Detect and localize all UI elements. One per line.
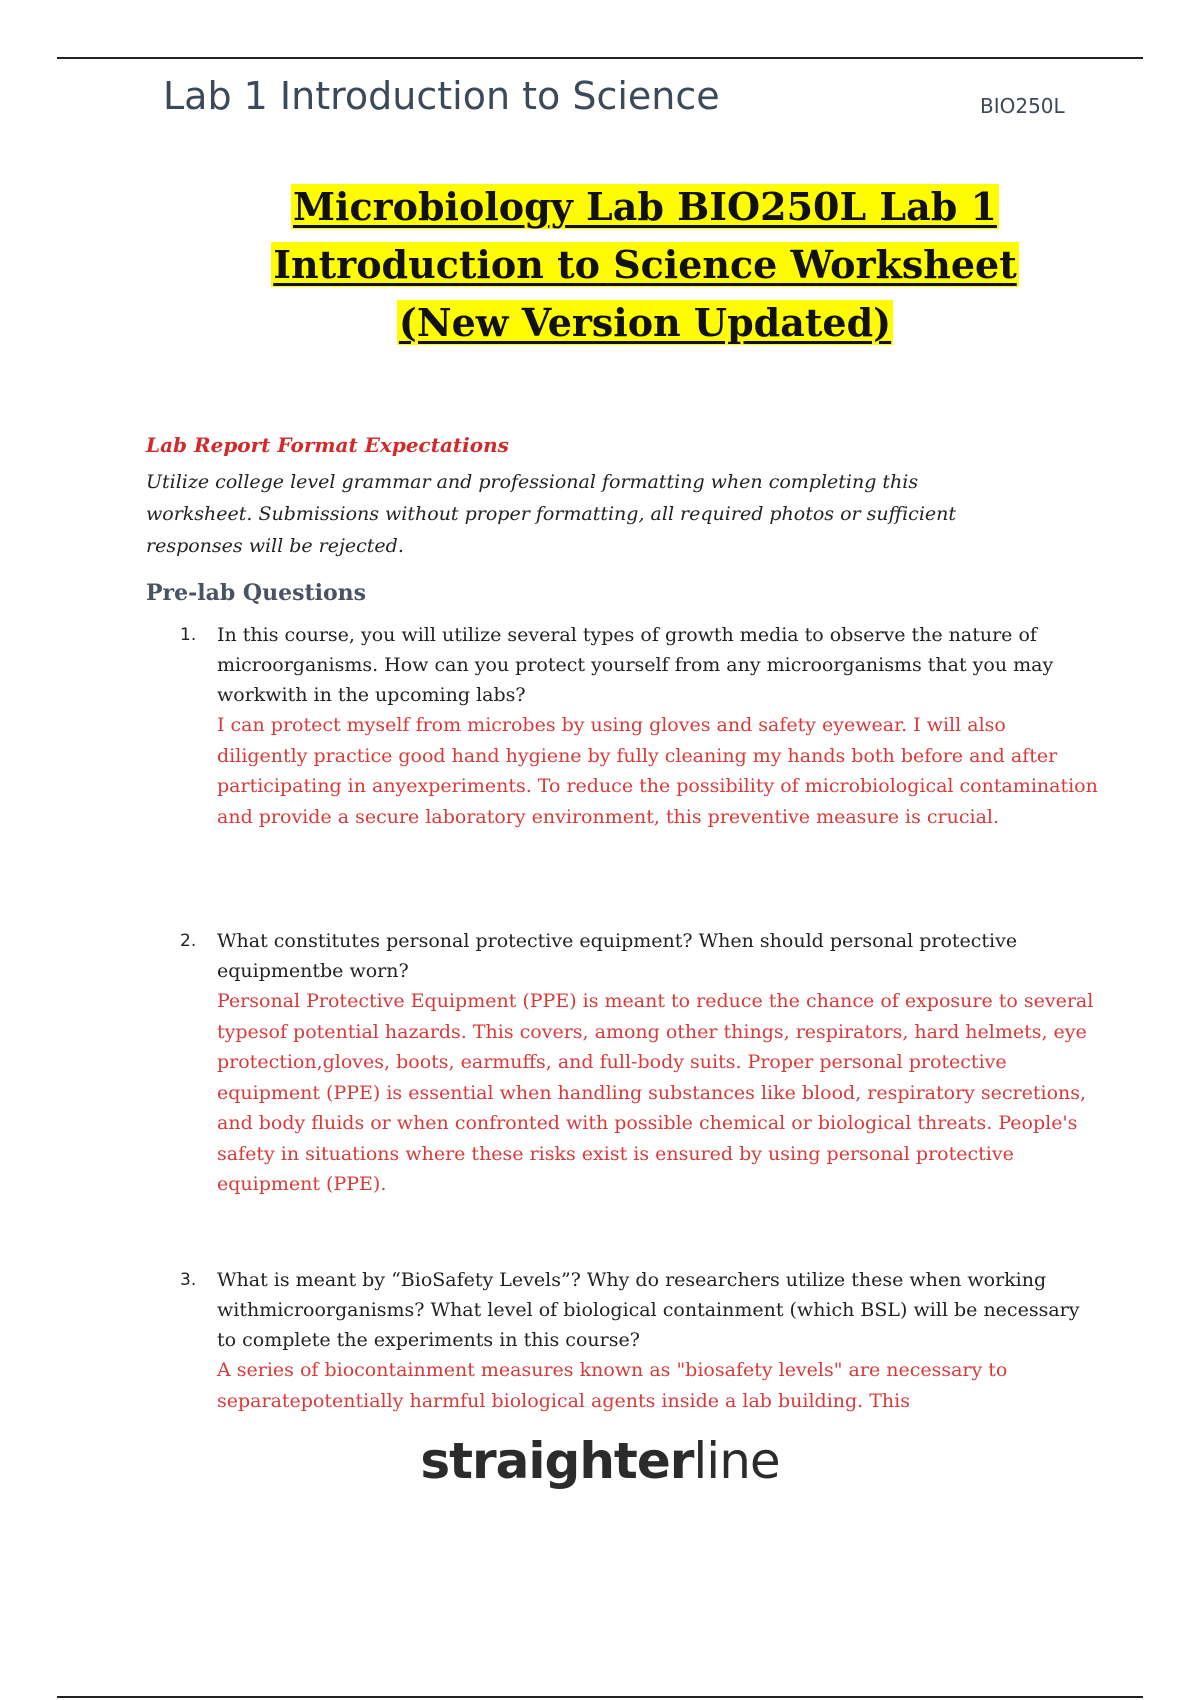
question-answer: I can protect myself from microbes by using gloves and safety eyewear. I will also diligently practice good hand hygiene by fully cleaning my hands both before and after participating in anyexperiments. To reduce the possibility of microbiological contamination and provide a secure laboratory environment, this preventive measure is crucial. xyxy=(217,714,1098,828)
question-number: 3. xyxy=(180,1270,197,1290)
top-divider xyxy=(57,57,1143,59)
logo-bold-part: straighter xyxy=(420,1432,694,1490)
question-2 xyxy=(180,926,1100,1200)
format-expectations-body: Utilize college level grammar and professional formatting when completing this worksheet. Submissions without proper formatting, all required photos or sufficient responses will be rejected. xyxy=(146,471,957,557)
question-text: What constitutes personal protective equipment? When should personal protective equipmentbe worn? xyxy=(217,930,1018,982)
page-header-title: Lab 1 Introduction to Science xyxy=(163,74,720,118)
title-line-2: Introduction to Science Worksheet xyxy=(273,242,1017,287)
course-code: BIO250L xyxy=(980,94,1065,118)
prelab-heading: Pre-lab Questions xyxy=(146,580,367,606)
question-answer: A series of biocontainment measures known as "biosafety levels" are necessary to separatepotentially harmful biological agents inside a lab building. This xyxy=(217,1359,1008,1412)
question-3 xyxy=(180,1265,1100,1416)
bottom-divider xyxy=(57,1696,1143,1698)
title-line-3: (New Version Updated) xyxy=(398,300,892,345)
straighterline-logo xyxy=(0,1432,1200,1490)
question-number: 1. xyxy=(180,625,197,645)
question-number: 2. xyxy=(180,931,197,951)
title-line-1: Microbiology Lab BIO250L Lab 1 xyxy=(292,184,997,229)
question-answer: Personal Protective Equipment (PPE) is meant to reduce the chance of exposure to several typesof potential hazards. This covers, among other things, respirators, hard helmets, eye protection,gloves, boots, earmuffs, and full-body suits. Proper personal protective equipment (PPE) is essential when handling substances like blood, respiratory secretions, and body fluids or when confronted with possible chemical or biological threats. People's safety in situations where these risks exist is ensured by using personal protective equipment (PPE). xyxy=(217,990,1094,1195)
format-expectations-heading: Lab Report Format Expectations xyxy=(146,433,509,457)
document-title xyxy=(200,178,1090,352)
logo-light-part: line xyxy=(693,1432,780,1490)
question-text: What is meant by “BioSafety Levels”? Why do researchers utilize these when working withmicroorganisms? What level of biological containment (which BSL) will be necessary to complete the experiments in this course? xyxy=(217,1269,1080,1351)
question-text: In this course, you will utilize several types of growth media to observe the nature of microorganisms. How can you protect yourself from any microorganisms that you may workwith in the upcoming labs? xyxy=(217,624,1054,706)
question-1 xyxy=(180,620,1100,832)
